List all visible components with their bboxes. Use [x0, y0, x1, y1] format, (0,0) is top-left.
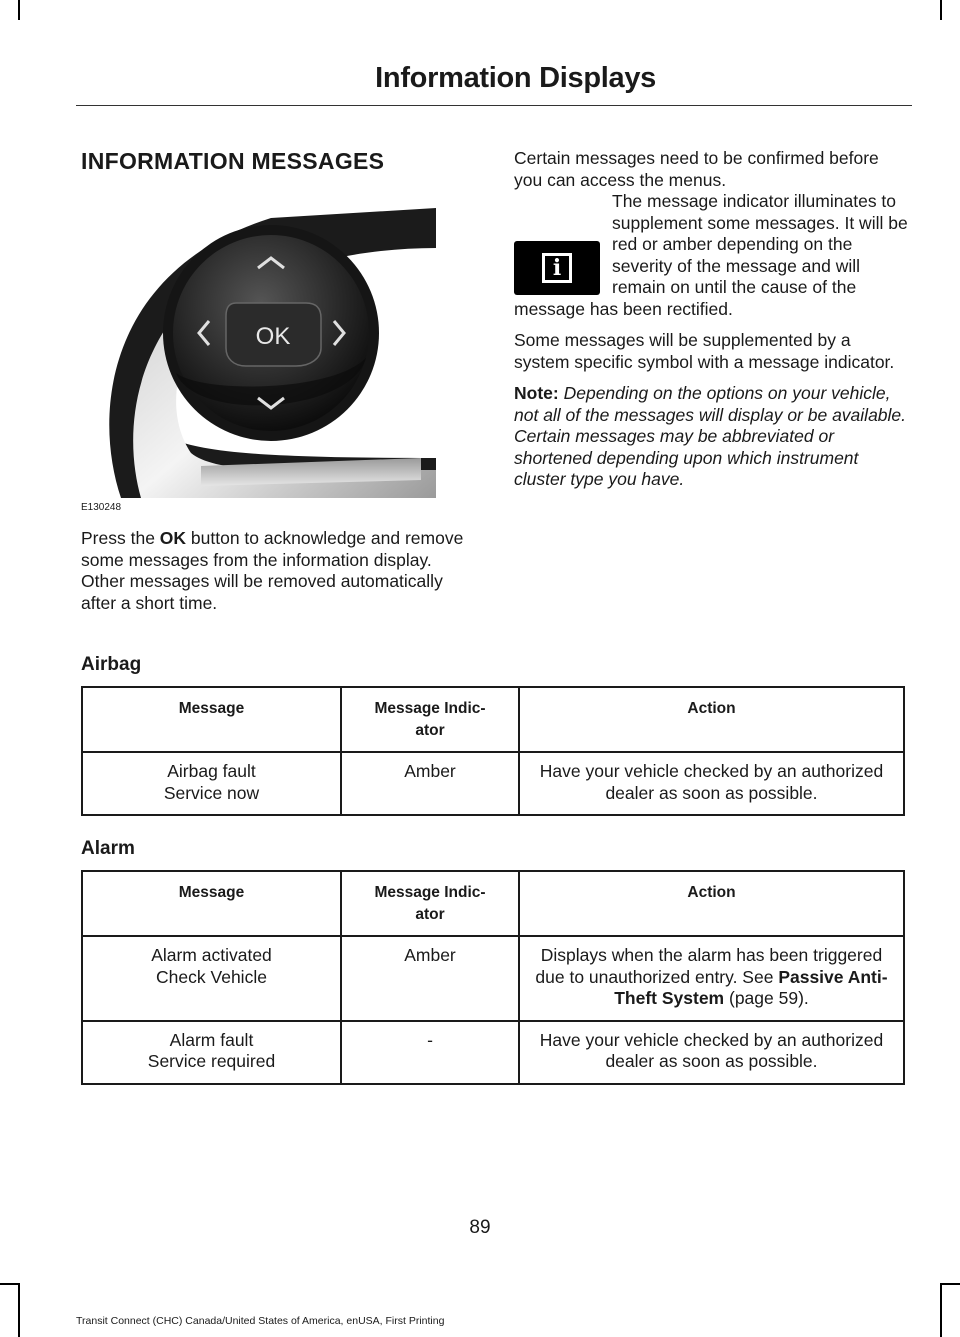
cross-reference-link[interactable]: Passive Anti-Theft System	[614, 966, 888, 1008]
figure-caption: E130248	[81, 502, 122, 513]
table-row	[82, 1021, 904, 1084]
header-indicator-line: ator	[415, 905, 445, 923]
note-label: Note:	[514, 383, 559, 403]
cell-action: Have your vehicle checked by an authorized dealer as soon as possible.	[519, 1021, 904, 1084]
section-title: INFORMATION MESSAGES	[81, 148, 385, 174]
note-text: Depending on the options on your vehicle, not all of the messages will display or be available. Certain messages may be abbreviated or shortened depending upon which instrument cluster type you have.	[514, 383, 907, 489]
header-action: Action	[519, 871, 904, 936]
table-row	[82, 752, 904, 815]
ok-emphasis: OK	[159, 528, 187, 548]
table-row	[82, 936, 904, 1021]
text-run: Press the	[81, 528, 160, 548]
text-run: button to acknowledge and remove some messages from the information display. Other messages will be removed automatically after a short time.	[81, 528, 464, 613]
cell-action	[519, 936, 904, 1021]
header-indicator	[341, 871, 519, 936]
header-message: Message	[82, 687, 341, 752]
ok-button-paragraph	[81, 528, 476, 614]
cell-message	[82, 936, 341, 1021]
text-run: Displays when the alarm has been triggered due to unauthorized entry. See	[535, 945, 883, 987]
header-message: Message	[82, 871, 341, 936]
header-indicator-line: Message Indic-	[374, 700, 486, 717]
crop-mark-bottom-left	[18, 1283, 20, 1337]
table-header-row	[82, 687, 904, 752]
header-indicator	[341, 687, 519, 752]
steering-wheel-illustration	[81, 208, 436, 498]
crop-mark-top-right	[940, 0, 942, 20]
header-indicator-line: ator	[415, 721, 445, 739]
message-line: Alarm fault	[169, 1029, 254, 1050]
message-line: Service required	[147, 1051, 276, 1071]
information-icon: i	[514, 241, 600, 295]
cell-indicator: Amber	[341, 936, 519, 1021]
text-run: (page 59).	[724, 988, 809, 1008]
crop-mark-bottom-right	[940, 1283, 942, 1337]
footer-text: Transit Connect (CHC) Canada/United States of America, enUSA, First Printing	[76, 1315, 445, 1327]
confirm-paragraph: Certain messages need to be confirmed before you can access the menus.	[514, 148, 879, 190]
alarm-table	[81, 870, 905, 1085]
message-line: Service now	[163, 782, 260, 803]
note-paragraph	[514, 383, 910, 491]
cell-message	[82, 1021, 341, 1084]
message-line: Alarm activated	[151, 945, 272, 965]
page-header-title: Information Displays	[375, 62, 656, 94]
header-rule	[76, 105, 912, 106]
header-action: Action	[519, 687, 904, 752]
airbag-table	[81, 686, 905, 816]
alarm-title: Alarm	[81, 838, 135, 859]
indicator-paragraph: The message indicator illuminates to supplement some messages. It will be red or amber depending on the severity of the message and will remain on until the cause of the message has been rectified.	[514, 191, 908, 319]
table-header-row	[82, 871, 904, 936]
cell-action: Have your vehicle checked by an authorized dealer as soon as possible.	[519, 752, 904, 815]
crop-mark-top-left	[18, 0, 20, 20]
ok-button-label: OK	[255, 323, 291, 350]
message-line: Check Vehicle	[156, 966, 267, 987]
page-number: 89	[469, 1217, 491, 1238]
right-column	[514, 148, 910, 491]
cell-message	[82, 752, 341, 815]
steering-wheel-controls-figure	[81, 208, 436, 498]
symbol-paragraph: Some messages will be supplemented by a system specific symbol with a message indicator.	[514, 330, 895, 372]
crop-mark-left-bar	[0, 1283, 20, 1285]
cell-indicator: -	[341, 1021, 519, 1084]
message-line: Airbag fault	[167, 761, 256, 781]
cell-indicator: Amber	[341, 752, 519, 815]
airbag-title: Airbag	[81, 654, 142, 675]
crop-mark-right-bar	[940, 1283, 960, 1285]
header-indicator-line: Message Indic-	[374, 884, 486, 901]
